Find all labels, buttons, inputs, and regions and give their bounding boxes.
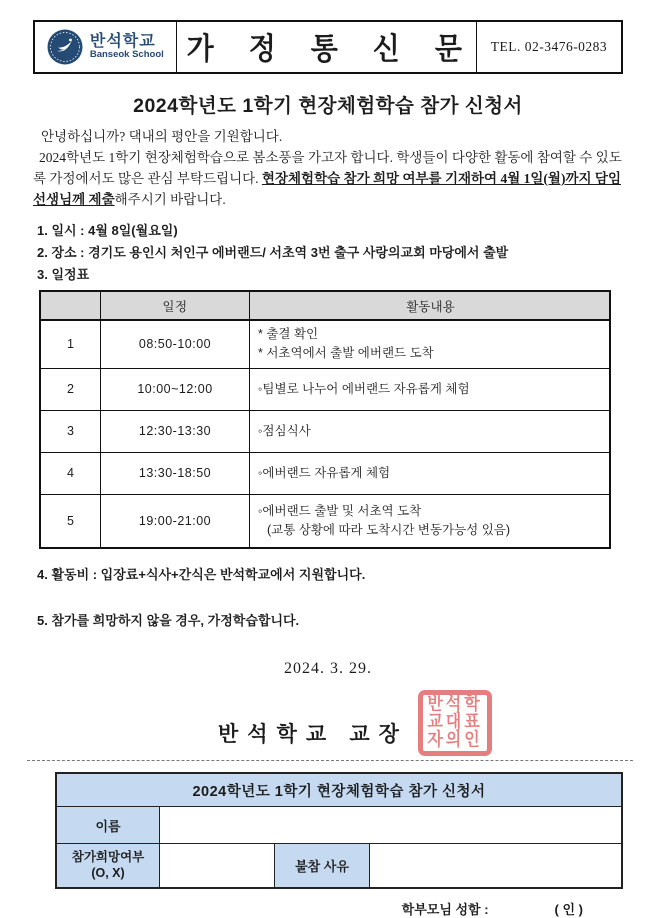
schedule-table xyxy=(39,290,611,549)
schedule-row xyxy=(40,320,610,368)
reply-form-title-row xyxy=(56,773,622,807)
schedule-row-time: 12:30-13:30 xyxy=(101,410,250,452)
schedule-row-activity xyxy=(250,410,611,452)
closing-block xyxy=(33,694,623,752)
masthead-title-cell xyxy=(177,22,477,72)
activity-line: * 서초역에서 출발 에버랜드 도착 xyxy=(258,346,434,361)
schedule-row xyxy=(40,410,610,452)
schedule-row-activity xyxy=(250,452,611,494)
school-emblem-icon xyxy=(47,29,83,65)
page-title: 2024학년도 1학기 현장체험학습 참가 신청서 xyxy=(133,95,523,117)
schedule-header-no xyxy=(40,291,101,320)
name-label: 이름 xyxy=(56,807,160,844)
participation-input-cell[interactable] xyxy=(160,844,275,888)
intro-normal-text: 2024학년도 1학기 현장체험학습으로 봄소풍을 가고자 합니다. 학생들이 다양한 활동에 참여할 수 있도록 가정에서도 많은 관심 부탁드립니다. xyxy=(33,150,622,186)
item-nonparticipation: 5. 참가를 희망하지 않을 경우, 가정학습합니다. xyxy=(37,613,300,628)
letter-date: 2024. 3. 29. xyxy=(284,660,372,677)
schedule-header-row xyxy=(40,291,610,320)
activity-line: (교통 상황에 따라 도착시간 변동가능성 있음) xyxy=(267,522,511,537)
schedule-row-activity xyxy=(250,494,611,548)
activity-line: ◦팀별로 나누어 에버랜드 자유롭게 체험 xyxy=(258,381,470,396)
school-tel: TEL. 02-3476-0283 xyxy=(490,39,608,54)
greeting-line: 안녕하십니까? 댁내의 평안을 기원합니다. xyxy=(41,129,283,144)
masthead xyxy=(33,20,623,74)
parent-signature-line xyxy=(33,899,583,918)
schedule-header-time: 일정 xyxy=(101,291,250,320)
schedule-row-number: 3 xyxy=(40,410,101,452)
schedule-row-time: 13:30-18:50 xyxy=(101,452,250,494)
schedule-row-time: 08:50-10:00 xyxy=(101,320,250,368)
stamp-line: 반석학 xyxy=(427,694,483,715)
school-name-ko: 반석학교 xyxy=(89,32,156,50)
stamp-line: 자의인 xyxy=(427,730,483,751)
schedule-row-number: 4 xyxy=(40,452,101,494)
intro-paragraph xyxy=(33,126,623,210)
schedule-row-time: 10:00~12:00 xyxy=(101,368,250,410)
item-cost: 4. 활동비 : 입장료+식사+간식은 반석학교에서 지원합니다. xyxy=(37,567,366,582)
participation-label xyxy=(56,844,160,888)
reply-form-name-row xyxy=(56,807,622,844)
parent-signature-label: 학부모님 성함 : xyxy=(401,901,489,917)
reply-form-participation-row xyxy=(56,844,622,888)
newsletter-title: 가 정 통 신 문 xyxy=(186,32,476,67)
activity-line: ◦점심식사 xyxy=(258,423,311,438)
school-logo-text xyxy=(90,34,164,61)
schedule-row-activity xyxy=(250,368,611,410)
absence-reason-input-cell[interactable] xyxy=(370,844,623,888)
school-name-en: Banseok School xyxy=(89,49,164,61)
stamp-line: 교대표 xyxy=(427,712,483,733)
intro-tail-text: 해주시기 바랍니다. xyxy=(114,192,226,207)
absence-reason-label: 불참 사유 xyxy=(275,844,370,888)
principal-seal-stamp xyxy=(418,690,492,756)
item-datetime: 1. 일시 : 4월 8일(월요일) xyxy=(37,223,178,238)
schedule-row-activity xyxy=(250,320,611,368)
intro-emphasis-text: 현장체험학습 참가 희망 여부를 기재하여 4월 1일(월)까지 담임선생님께 제출 xyxy=(33,171,622,207)
school-logo xyxy=(35,22,177,72)
name-input-cell[interactable] xyxy=(160,807,623,844)
intro-body xyxy=(33,147,623,210)
schedule-row-number: 5 xyxy=(40,494,101,548)
participation-label-line1: 참가희망여부 xyxy=(71,850,145,865)
item-schedule-heading: 3. 일정표 xyxy=(37,267,90,282)
schedule-row xyxy=(40,494,610,548)
schedule-row-number: 2 xyxy=(40,368,101,410)
schedule-row xyxy=(40,452,610,494)
schedule-row-time: 19:00-21:00 xyxy=(101,494,250,548)
activity-line: * 출결 확인 xyxy=(258,327,319,342)
activity-line: ◦에버랜드 자유롭게 체험 xyxy=(258,465,391,480)
cut-line-divider xyxy=(27,760,633,761)
schedule-table-body xyxy=(40,320,610,548)
signer-title: 반석학교 교장 xyxy=(218,722,408,746)
reply-form-table xyxy=(55,772,623,889)
seal-placeholder: ( 인 ) xyxy=(554,901,583,917)
reply-form-title: 2024학년도 1학기 현장체험학습 참가 신청서 xyxy=(56,773,622,807)
activity-line: ◦에버랜드 출발 및 서초역 도착 xyxy=(258,503,422,518)
participation-label-line2: (O, X) xyxy=(91,866,125,881)
schedule-header-activity: 활동내용 xyxy=(250,291,611,320)
item-location: 2. 장소 : 경기도 용인시 처인구 에버랜드/ 서초역 3번 출구 사랑의교회 마당에서 출발 xyxy=(37,245,509,260)
schedule-row-number: 1 xyxy=(40,320,101,368)
schedule-row xyxy=(40,368,610,410)
